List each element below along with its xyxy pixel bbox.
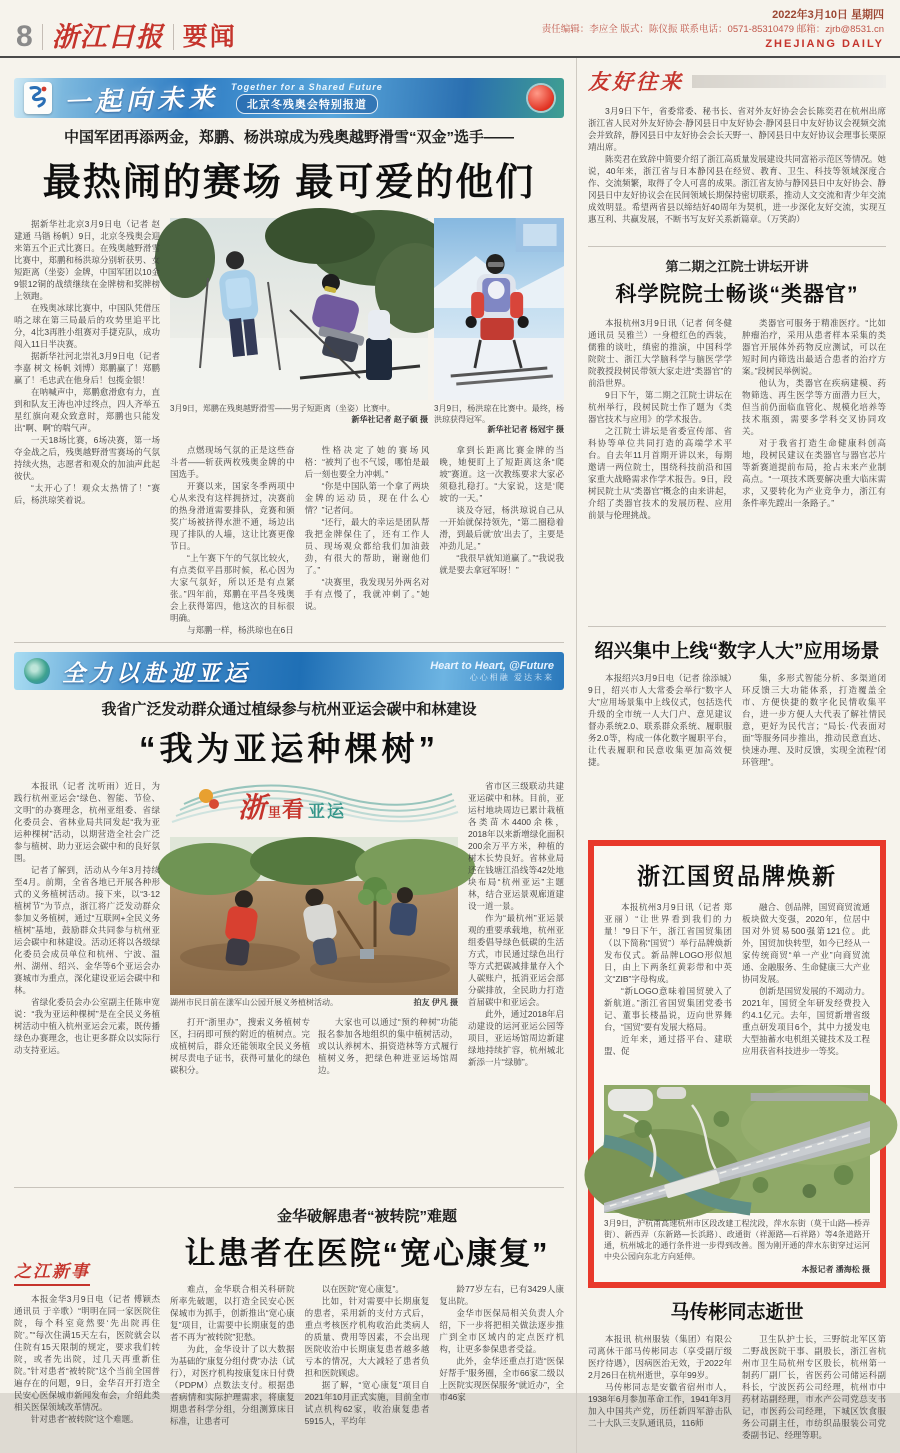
body-column xyxy=(588,672,732,830)
body-paragraph: 类器官可服务于精准医疗。“比如肿瘤治疗，采用从患者样本采集的类器官开展体外药物反应测试，可以在短时间内筛选出最适合患者的治疗方案。”段树民举例说。 xyxy=(742,318,886,377)
divider xyxy=(588,626,886,627)
asian-games-banner xyxy=(14,652,564,690)
body-paragraph: 作为“最杭州”亚运景观的重要承载地，杭州亚组委倡导绿色低碳的生活方式，市民通过绿色出行等方式把碳减排量存入个人碳账户，抵消亚运会部分碳排放，全民助力打造首届碳中和亚运会。 xyxy=(468,913,564,1008)
body-column xyxy=(305,1283,430,1453)
body-paragraph: 在残奥冰球比赛中，中国队凭借压哨之球在第三局最后的攻势里追平比分，4比3再胜小组赛对手捷克队，成功闯入11日半决赛。 xyxy=(14,303,160,350)
body-paragraph: 大家也可以通过“预约种树”功能报名参加各地组织的集中植树活动，或以认养树木、捐资造林等方式履行植树义务，把绿色种进亚运场馆周边。 xyxy=(318,1016,458,1075)
divider xyxy=(14,1187,564,1188)
banner-chinese-slogan: 心心相融 爱达未来 xyxy=(469,672,554,682)
body-paragraph: 本报绍兴3月9日电（记者 徐添城）9日，绍兴市人大常委会举行“数字人大”应用场景集中上线仪式，包括迭代升级的全市统一人大门户、意见建议督办系统2.0、联系群众系统、履职服务2.0等，构成一体化数字履职平台，让代表履职和民意收集更加高效便捷。 xyxy=(588,673,732,768)
body-paragraph: 他认为，类器官在疾病建模、药物筛选、再生医学等方面潜力巨大，但当前仍面临血管化、规模化培养等技术瓶颈，需要多学科交叉协同攻关。 xyxy=(742,378,886,437)
divider xyxy=(14,642,564,643)
paralympic-emblem-icon xyxy=(24,82,52,114)
body-paragraph: 与郑鹏一样，杨洪琼也在6日 xyxy=(187,624,294,635)
body-paragraph: 为此，金华设计了以大数据为基础的“康复分组付费”办法（试行），对医疗机构按康复床日付费（PDPM）点数法支付。根据患者病情和实际护理需求，将康复期患者科学分组，分组测算床日标准，让患者可 xyxy=(170,1344,295,1427)
logo-char: 里 xyxy=(268,805,282,821)
body-paragraph: 本报讯（记者 沈听雨）近日，为践行杭州亚运会“绿色、智能、节俭、文明”的办赛理念，杭州亚组委、省绿化委员会、省林业局共同发起“我为亚运种棵树”活动，以期营造全社会广泛参与植树、助力亚运会碳中和的良好氛围。 xyxy=(14,781,160,864)
article-kicker: 我省广泛发动群众通过植绿参与杭州亚运会碳中和林建设 xyxy=(101,701,477,719)
body-paragraph: 本报讯 杭州服装（集团）有限公司离休干部马传彬同志（享受副厅级医疗待遇），因病医治无效，于2022年2月26日在杭州逝世，享年99岁。 xyxy=(588,1334,732,1381)
divider xyxy=(42,24,43,50)
column-title: 友好往来 xyxy=(588,71,684,95)
paralympics-banner xyxy=(14,78,564,118)
article-obituary xyxy=(588,1297,886,1441)
body-column xyxy=(588,105,886,237)
body-paragraph: “还行，最大的幸运是团队帮我把金牌保住了，还有工作人员、现场观众都给我们加油鼓劲，有很大的帮助，谢谢他们了。” xyxy=(304,516,430,575)
article-headline: 最热闹的赛场 最可爱的他们 xyxy=(42,162,536,205)
article-headline: 绍兴集中上线“数字人大”应用场景 xyxy=(594,641,880,663)
body-paragraph: “你是中国队第一个拿了两块金牌的运动员，现在什么心情？”记者问。 xyxy=(304,480,430,515)
logo-char: 浙 xyxy=(238,791,267,825)
body-paragraph: 难点，金华联合相关科研院所率先破题，以打造全民安心医保城市为抓手，创新推出“宽心康复”项目，让需要中长期康复的患者不再为“被转院”犯愁。 xyxy=(170,1284,295,1343)
body-paragraph: 金华市医保局相关负责人介绍，下一步将把相关做法逐步推广到全市区域内的定点医疗机构，让更多参保患者受益。 xyxy=(439,1308,565,1355)
article-headline: 让患者在医院“宽心康复” xyxy=(184,1236,550,1272)
banner-english-slogan: Heart to Heart, @Future xyxy=(430,659,554,672)
body-column xyxy=(742,672,886,830)
section-label: 要闻 xyxy=(182,22,237,51)
photo-caption: 3月9日，杨洪琼在比赛中。最终，杨洪琼获得冠军。 新华社记者 杨冠宇 摄 xyxy=(434,404,564,435)
body-paragraph: 针对患者“被转院”这个难题。 xyxy=(31,1414,139,1425)
article-headline: 科学院院士畅谈“类器官” xyxy=(615,283,859,307)
body-paragraph: 在呐喊声中，郑鹏愈滑愈有力，直到和队友王涛也冲过终点，四人齐举五星红旗向观众致意时，郑鹏也只能发出“啊、啊”的喘气声。 xyxy=(14,387,160,434)
photo-tree-planting xyxy=(170,837,458,995)
masthead-title: 浙江日报 xyxy=(51,21,164,53)
body-column xyxy=(439,1283,564,1453)
body-column xyxy=(588,317,732,617)
article-jinhua-hospital xyxy=(14,1197,564,1453)
body-paragraph: 卫生队护士长，三野皖北军区第二野战医院干事、副股长，浙江省杭州市卫生局杭州专区股长，杭州第一制药厂副厂长，省医药公司储运科副科长，宁波医药公司经理，杭州市中药材站副经理，市水产公司党总支书记，市医药公司经理，下城区饮食服务公司副主任，市纺织品服装公司党委副书记、经理等职。 xyxy=(742,1334,886,1441)
staff-contact-line: 责任编辑：李应全 版式：陈仪振 联系电话：0571-85310479 邮箱：zjrb@8531.cn xyxy=(541,24,884,36)
banner-badge: 北京冬残奥会特别报道 xyxy=(236,94,378,114)
body-column xyxy=(170,444,295,635)
photo-aerial-road xyxy=(604,1085,870,1213)
article-shaoxing-digital-npc xyxy=(588,636,886,830)
photo-credit: 本报记者 潘海松 摄 xyxy=(801,1265,870,1275)
body-paragraph: 谈及夺冠，杨洪琼说自己从一开始就保持领先，“第二圈稳着滑，到最后就‘放’出去了，主要是冲劲儿足。” xyxy=(439,504,565,551)
body-paragraph: 据新华社河北崇礼3月9日电（记者 李嘉 树文 杨帆 刘博）郑鹏赢了！郑鹏赢了！毛忠武在他身后！包揽金银！ xyxy=(14,351,160,386)
body-column xyxy=(742,317,886,617)
body-paragraph: 一天18场比赛，6场决赛，第一场夺金战之后，残奥越野滑雪赛场的气氛持续火热，志愿者和观众的加油声此起彼伏。 xyxy=(14,435,160,482)
zheli-kan-yayun-logo xyxy=(170,780,458,834)
body-paragraph: “新LOGO意味着国贸驶入了新航道。”浙江省国贸集团党委书记、董事长楼晶说，迈向世界舞台，“国贸”要有发展大格局。 xyxy=(604,986,732,1033)
body-column xyxy=(170,1016,310,1146)
body-column xyxy=(588,1333,732,1435)
body-paragraph: 对于我省打造生命健康科创高地，段树民建议在类器官与器官芯片等新赛道提前布局，抢占未来产业制高点。“一项技术既要解决重大临床需求，又要转化为产业竞争力，浙江有条件率先蹚出一条路子。” xyxy=(742,438,886,509)
body-paragraph: 创新是国贸发展的不竭动力。2021年，国贸全年研发经费投入约4.1亿元。去年，国贸新增省级重点研发项目6个，其中力援发电大型抽蓄水电机组关键技术及工程应用获省科技进步一等奖。 xyxy=(742,986,870,1057)
article-paralympics xyxy=(14,78,564,633)
article-asian-games-trees xyxy=(14,652,564,1178)
body-paragraph: 陈奕君在致辞中简要介绍了浙江高质量发展建设共同富裕示范区等情况。她说，40年来，浙江省与日本静冈县在经贸、教育、卫生、科技等领域深度合作、交流频繁，取得了令人可喜的成果。浙江省友协与静冈县日中友好协会、静冈县日中友好协议会在民间领域长期保持密切联系，推动人文交流和青少年交流成效明显。希望两省县以缔结好40周年为契机，进一步深化友好交流，实现互惠互利、共赢发展，不断书写友好关系新篇章。（万笑韵） xyxy=(588,154,886,225)
divider xyxy=(588,246,886,247)
body-column xyxy=(742,901,870,1077)
photo-caption: 3月9日，沪杭甬高速杭州市区段改建工程沈段，萍水东街（莫干山路—桥弄街）、新西弄（东新路—长浜路）、政通街（祥源路—石祥路）等4条道路开通，杭州城北的通行条件进一步得到改善。图为刚开通的萍水东街穿过运河中央公园向东北方向延伸。 xyxy=(604,1219,870,1262)
article-friendly-exchanges xyxy=(588,66,886,237)
body-paragraph: 性格决定了她的赛场风格：“被判了也不气馁，哪怕是最后一刻也要全力冲刺。” xyxy=(304,444,430,479)
body-paragraph: 此外，金华还重点打造“医保好帮手”服务圈，全市66家二级以上医院实现医保服务“就近办”，全市46家 xyxy=(439,1356,565,1403)
body-paragraph: “我很早就知道赢了。”“我说我就是要去拿冠军呀！” xyxy=(439,552,565,575)
body-paragraph: “决赛里，我发现另外两名对手有点慢了，我就冲刺了。”她说。 xyxy=(304,576,430,611)
article-headline: 马传彬同志逝世 xyxy=(670,1302,804,1324)
body-paragraph: 本报杭州3月9日讯（记者 何冬健 通讯员 吴雅兰）一身橙红色的西装，儒雅的谈吐，缜密的推演，中国科学院院士、浙江大学脑科学与脑医学学院教授段树民带领大家走进“类器官”的前沿世界。 xyxy=(588,318,732,389)
body-column xyxy=(468,780,564,1178)
body-paragraph: 打开“浙里办”，搜索义务植树专区，扫码即可预约附近的植树点。完成植树后，群众还能领取全民义务植树尽责电子证书，获得可量化的绿色碳积分。 xyxy=(170,1016,310,1075)
body-paragraph: 省绿化委员会办公室副主任陈申宽说：“我为亚运种棵树”是在全民义务植树活动中植入杭州亚运会元素，既传播绿色办赛理念，也让更多群众以实际行动支持亚运。 xyxy=(14,997,160,1056)
body-column xyxy=(14,780,160,1178)
photo-credit: 新华社记者 杨冠宇 摄 xyxy=(487,425,564,435)
body-paragraph: 本报杭州3月9日讯（记者 郑亚丽）“让世界看到我们的力量！”9日下午，浙江省国贸集团（以下简称“国贸”）举行品牌焕新发布仪式。新品牌LOGO形似旭日，由上下两条红黄彩带和中英文“ZIB”字母构成。 xyxy=(604,902,732,985)
article-headline: “我为亚运种棵树” xyxy=(139,730,439,768)
body-paragraph: 之江院士讲坛是省委宣传部、省科协等单位共同打造的高端学术平台。自去年11月首期开讲以来，每期邀请一两位院士，围绕科技前沿和国家重大战略需求作学术报告。9日，段树民院士从“类器官”概念的由来讲起，介绍了类器官技术的发展历程、应用前景与伦理挑战。 xyxy=(588,426,732,521)
body-paragraph: 省市区三级联动共建亚运碳中和林。目前，亚运村地块周边已累计栽植各类苗木4400余株，2018年以来新增绿化面积200余万平方米，种植的树木长势良好。省林业局还在钱塘江沿线等42处地块布局“杭州亚运”主题林，结合亚运景观廊道建设一道一景。 xyxy=(468,781,564,912)
body-paragraph: “太开心了！观众太热情了！”赛后，杨洪琼笑着说。 xyxy=(14,483,160,506)
english-masthead: ZHEJIANG DAILY xyxy=(765,37,884,50)
photo-cross-country-skiers xyxy=(170,218,428,400)
banner-english-slogan: Together for a Shared Future xyxy=(231,82,383,93)
logo-char: 亚运 xyxy=(308,802,347,822)
body-paragraph: 马传彬同志是安徽省宿州市人，1938年6月参加革命工作，1941年3月加入中国共产党，历任新四军游击队二十大队三支队通讯员，116师 xyxy=(588,1382,732,1429)
body-paragraph: 比如，针对需要中长期康复的患者，采用新的支付方式后，重点考核医疗机构收治此类病人的质量、费用等因素，不会出现医院收治中长期康复患者越多越亏本的情况，大大减轻了患者负担和医院顾虑。 xyxy=(304,1296,430,1379)
banner-title: 全力以赴迎亚运 xyxy=(62,659,251,686)
body-column xyxy=(742,1333,886,1441)
body-column xyxy=(170,1283,295,1453)
body-paragraph: 据新华社北京3月9日电（记者 赵建通 马锴 杨帆）9日，北京冬残奥会迎来第五个正式比赛日。在残奥越野滑雪比赛中，郑鹏和杨洪琼分别斩获男、女短距离（坐姿）金牌，中国军团以10金9银12铜的战绩继续在金牌榜和奖牌榜上领跑。 xyxy=(14,219,160,302)
article-kicker: 第二期之江院士讲坛开讲 xyxy=(665,259,809,275)
title-strip xyxy=(692,75,886,88)
body-paragraph: 本报金华3月9日电（记者 傅颖杰 通讯员 于辛歌）“明明在同一家医院住院，每个科室竟然要‘先出院再住院’。”“每次住满15天左右，医院就会以住院有15天限制的规定，要求我们转院，或者先出院，过几天再重新住院。”针对患者“被转院”这个当前全国普遍存在的问题，9日，金华召开打造全民安心医保城市新闻发布会，介绍此类相关医保领域改革情况。 xyxy=(14,1294,160,1413)
photo-caption: 3月9日，郑鹏在残奥越野滑雪——男子短距离（坐姿）比赛中。 新华社记者 赵子硕 摄 xyxy=(170,404,428,424)
asian-games-emblem-icon xyxy=(24,658,50,684)
mascot-icon xyxy=(528,85,554,111)
body-paragraph: 9日下午，第二期之江院士讲坛在杭州举行，段树民院士作了题为《类器官技术与应用》的学术报告。 xyxy=(588,390,732,425)
body-column xyxy=(318,1016,458,1146)
body-paragraph: 点燃现场气氛的正是这些奋斗者——斩获两枚残奥金牌的中国选手。 xyxy=(170,444,295,479)
body-column xyxy=(305,444,430,630)
photo-caption: 湖州市民日前在漾军山公园开展义务植树活动。 拍友 伊凡 摄 xyxy=(170,998,458,1008)
article-academician-forum xyxy=(588,256,886,617)
body-paragraph: 以在医院“宽心康复”。 xyxy=(321,1284,404,1295)
body-paragraph: 记者了解到，活动从今年3月持续至4月。前期，全省各地已开展各种形式的义务植树活动。接下来，以“3·12植树节”为节点，浙江将广泛发动群众参加义务植树，通过“互联网+全民义务植树”基地，鼓励群众共同参与杭州亚运会碳中和林建设。活动还将以各级绿化委员会成员单位和杭州、宁波、温州、湖州、绍兴、金华等6个亚运会办赛城市为重点，深化建设亚运会碳中和林。 xyxy=(14,865,160,996)
body-paragraph: 据了解，“宽心康复”项目自2021年10月正式实施，目前全市试点机构62家，收治康复患者5915人，平均年 xyxy=(304,1380,430,1427)
body-paragraph: 融合、创品牌，国贸商贸流通板块做大变强，2020年，位居中国对外贸易500强第121位。此外，国贸加快转型，如今已经从一家传统商贸“单一产业”向商贸流通、金融服务、生命健康三大产业协同发展。 xyxy=(742,902,870,985)
body-column xyxy=(14,218,160,633)
divider xyxy=(173,24,174,50)
body-column xyxy=(604,901,732,1077)
article-kicker: 金华破解患者“被转院”难题 xyxy=(276,1208,457,1226)
body-paragraph: 龄77岁左右，已有3429人康复出院。 xyxy=(439,1284,565,1307)
body-paragraph: 3月9日下午，省委常委、秘书长、省对外友好协会会长陈奕君在杭州出席浙江省人民对外友好协会·静冈县日中友好协会·静冈县日中友好协议会视频交流会并致辞，静冈县日中友好协会会长天野一、静冈县日中友好协议会理事长栗原靖出席。 xyxy=(588,106,886,153)
body-column xyxy=(439,444,564,630)
body-paragraph: 此外，通过2018年启动建设的运河亚运公园等项目，亚运场馆周边新建绿地持续扩容，杭州城北新添一片“绿肺”。 xyxy=(468,1009,564,1068)
photo-sit-skier-champion xyxy=(434,218,564,400)
body-paragraph: 开赛以来，国家冬季两项中心从来没有这样拥挤过，决赛前的热身滑道需要排队，竞赛和颁奖广场被挤得水泄不通，场边出现了排队的人墙，这让比赛更像节日。 xyxy=(170,480,295,551)
body-paragraph: 近年来，通过搭平台、建联盟、促 xyxy=(604,1034,732,1057)
banner-script-title: 一起向未来 xyxy=(63,82,220,119)
article-zhejiang-guomao-highlight xyxy=(588,840,886,1288)
logo-char: 看 xyxy=(282,797,305,823)
page-number: 8 xyxy=(16,20,33,54)
article-headline: 浙江国贸品牌焕新 xyxy=(637,863,837,890)
photo-credit: 新华社记者 赵子硕 摄 xyxy=(351,414,428,424)
article-kicker: 中国军团再添两金，郑鹏、杨洪琼成为残奥越野滑雪“双金”选手—— xyxy=(63,129,514,147)
column-rubric: 之江新事 xyxy=(14,1257,90,1286)
body-paragraph: “上午赛下午的气氛比较火，有点类似平昌那时候，私心因为大家气氛好，所以还是有点紧张。”四年前，郑鹏在平昌冬残奥会上获得第四，他这次的目标很明确。 xyxy=(170,552,295,623)
body-paragraph: 集，多形式智能分析、多渠道闭环反馈三大功能体系，打造覆盖全市、方便快捷的数字化民情收集平台，进一步方便人大代表了解社情民意，更好为民代言；“局长·代表面对面”等服务同步推出，推动民意直达、快速办理、及时反馈，实现全流程“闭环管理”。 xyxy=(742,673,886,768)
issue-date: 2022年3月10日 星期四 xyxy=(772,9,884,21)
body-paragraph: 拿到长距离比赛金牌的当晚，她便盯上了短距离这条“爬坡”赛道。这一次教练要求大家必须稳扎稳打。“大家说，这是‘爬坡’的一天。” xyxy=(439,444,565,503)
page-header xyxy=(0,0,900,58)
body-column xyxy=(14,1293,160,1445)
photo-credit: 拍友 伊凡 摄 xyxy=(413,998,458,1008)
